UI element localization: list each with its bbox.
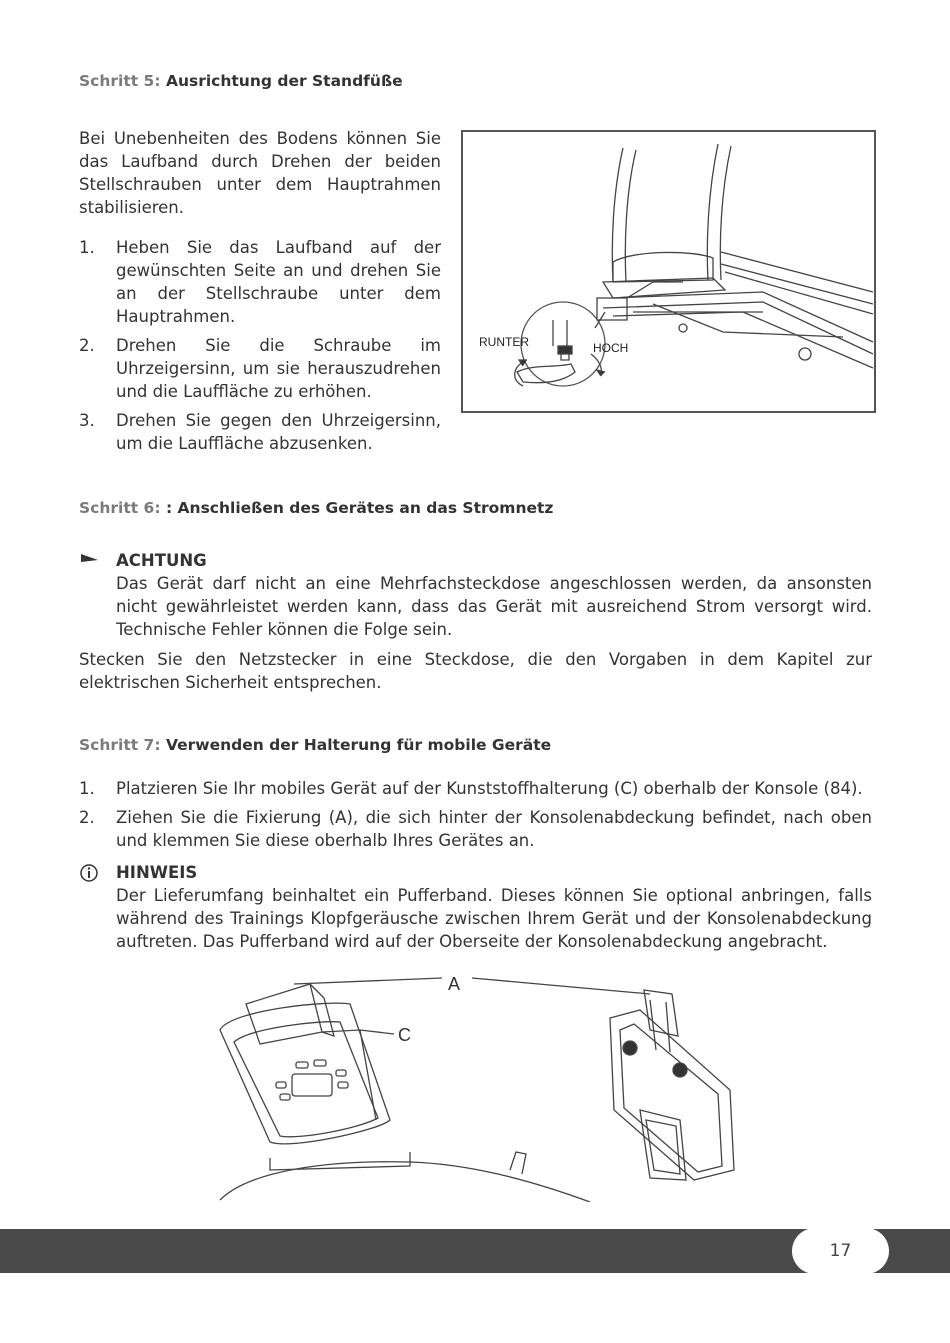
list-item [79, 334, 441, 403]
list-item [79, 777, 872, 800]
page-number: 17 [792, 1228, 889, 1274]
step7-list [79, 777, 872, 858]
list-item [79, 236, 441, 328]
list-number: 1. [79, 238, 95, 257]
treadmill-foot-drawing [463, 132, 874, 411]
step5-heading [79, 72, 403, 90]
mobile-holder-figure [210, 970, 750, 1202]
step5-intro: Bei Unebenheiten des Bodens können Sie das Laufband durch Drehen der beiden Stellschrauben unter dem Hauptrahmen stabilisieren. [79, 129, 441, 217]
warning-text: Das Gerät darf nicht an eine Mehrfachsteckdose angeschlossen werden, da ansonsten nicht gewährleistet werden kann, dass das Gerät mit ausreichend Strom versorgt wird. Technische Fehler können die Folge sein. [116, 574, 872, 639]
step7-label: Schritt 7: [79, 736, 161, 754]
step6-label: Schritt 6: [79, 499, 161, 517]
list-number: 3. [79, 411, 95, 430]
treadmill-foot-figure [461, 130, 876, 413]
list-text: Platzieren Sie Ihr mobiles Gerät auf der Kunststoffhalterung (C) oberhalb der Konsole (84). [116, 779, 863, 798]
step6-title: : Anschließen des Gerätes an das Stromnetz [165, 499, 554, 517]
label-runter: RUNTER [479, 335, 529, 349]
list-number: 2. [79, 336, 95, 355]
list-number: 1. [79, 779, 95, 798]
step6-heading [79, 499, 553, 517]
warning-arrow-icon [79, 551, 99, 571]
label-a: A [448, 974, 461, 994]
list-text: Drehen Sie die Schraube im Uhrzeigersinn, um sie herauszudrehen und die Lauffläche zu erhöhen. [116, 336, 441, 401]
step6-text: Stecken Sie den Netzstecker in eine Steckdose, die den Vorgaben in dem Kapitel zur elektrischen Sicherheit entsprechen. [79, 650, 872, 692]
step5-list [79, 236, 441, 461]
step7-title: Verwenden der Halterung für mobile Geräte [165, 736, 552, 754]
warning-notice [79, 549, 872, 641]
label-hoch: HOCH [593, 341, 629, 355]
step5-title: Ausrichtung der Standfüße [165, 72, 403, 90]
step7-heading [79, 736, 551, 754]
list-text: Drehen Sie gegen den Uhrzeigersinn, um die Lauffläche abzusenken. [116, 411, 441, 453]
list-item [79, 806, 872, 852]
info-notice [79, 861, 872, 953]
step5-label: Schritt 5: [79, 72, 161, 90]
note-text: Der Lieferumfang beinhaltet ein Pufferband. Dieses können Sie optional anbringen, falls während des Trainings Klopfgeräusche zwischen Ihrem Gerät und der Konsolenabdeckung auftreten. Das Pufferband wird auf der Oberseite der Konsolenabdeckung angebracht. [116, 886, 872, 951]
note-title: HINWEIS [116, 863, 198, 882]
list-text: Heben Sie das Laufband auf der gewünschten Seite an und drehen Sie an der Stellschraube unter dem Hauptrahmen. [116, 238, 441, 326]
list-item [79, 409, 441, 455]
warning-title: ACHTUNG [116, 551, 207, 570]
label-c: C [398, 1025, 411, 1045]
info-icon [79, 863, 99, 883]
list-number: 2. [79, 808, 95, 827]
list-text: Ziehen Sie die Fixierung (A), die sich hinter der Konsolenabdeckung befindet, nach oben und klemmen Sie diese oberhalb Ihres Gerätes an. [116, 808, 872, 850]
